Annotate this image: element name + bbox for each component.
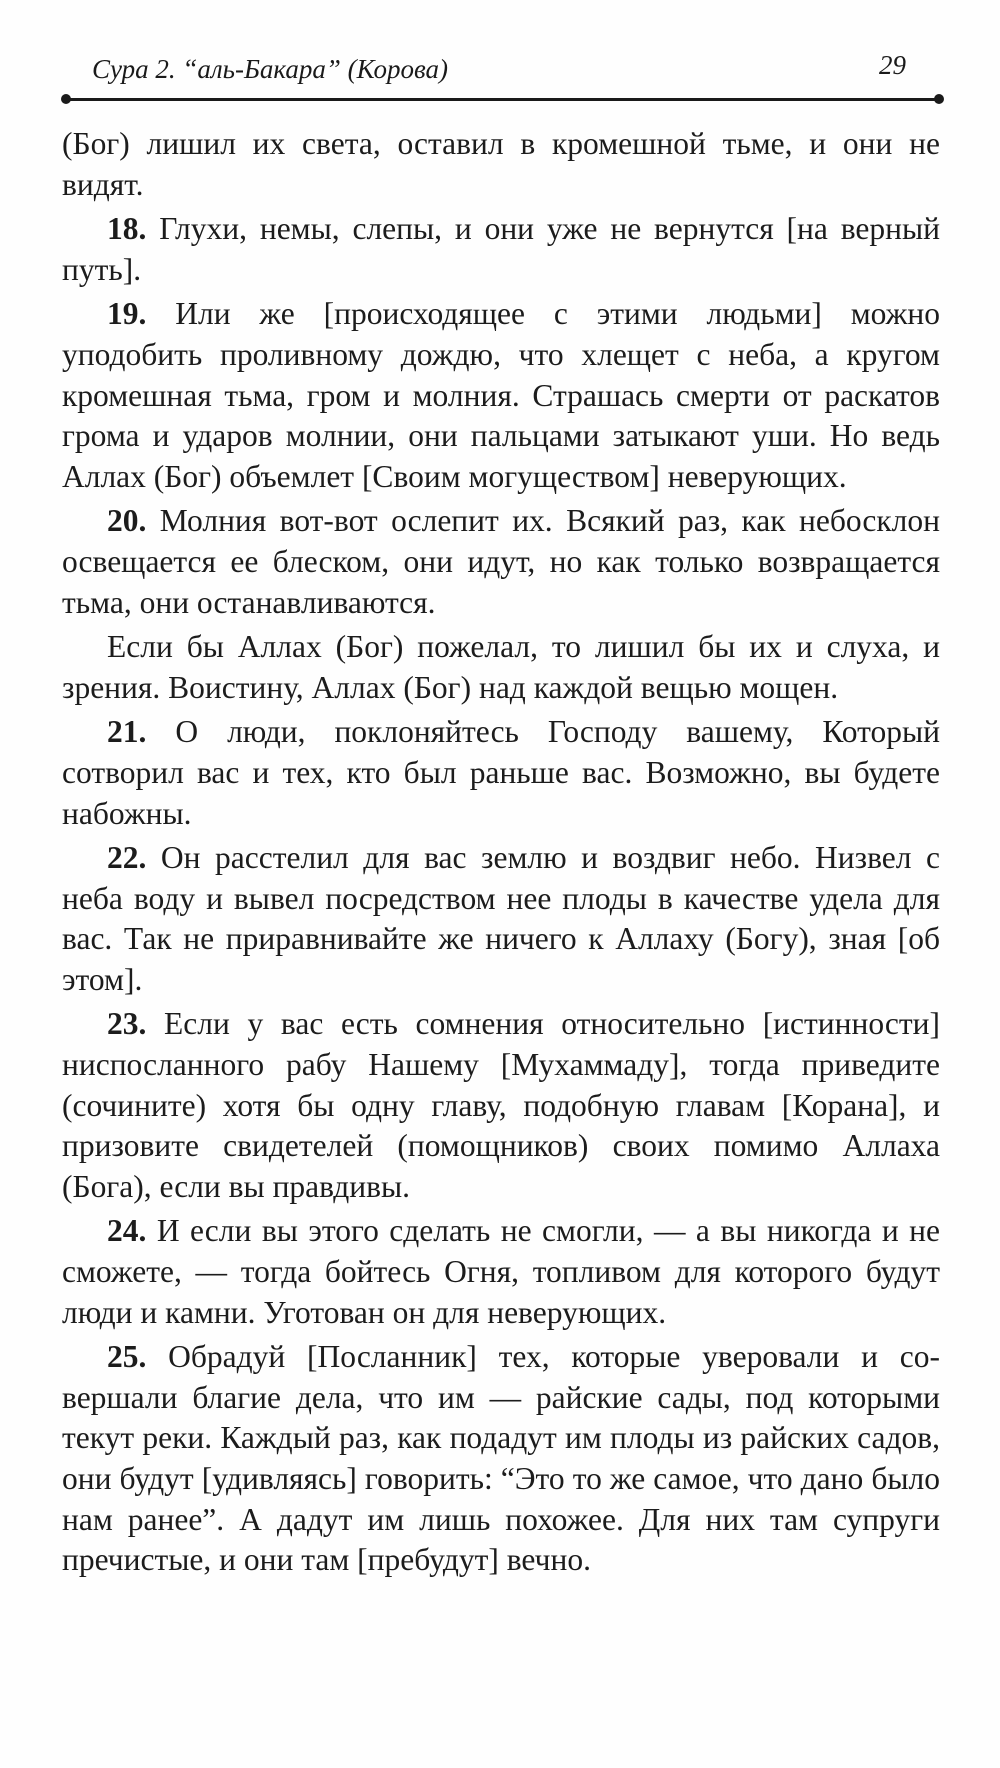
verse-text: И если вы этого сделать не смогли, — а вы никогда и не сможете, — тогда бойтесь Огня, топливом для которого будут люди и камни. Уготован он для неверующих. [62,1213,940,1330]
verse-number: 19. [107,296,147,332]
page-number: 29 [879,50,906,80]
verse-21 [62,712,940,834]
text-body [62,124,940,1585]
paragraph-text: Если бы Аллах (Бог) пожелал, то лишил бы их и слуха, и зрения. Воистину, Аллах (Бог) над каждой вещью мощен. [62,629,940,705]
running-title: Сура 2. “аль-Бакара” (Корова) [92,54,449,84]
paragraph-continuation [62,124,940,205]
verse-number: 22. [107,840,147,876]
header-rule-right-dot [934,94,944,104]
verse-text: О люди, поклоняйтесь Господу вашему, Который сотворил вас и тех, кто был раньше вас. Возможно, вы будете набожны. [62,714,940,831]
verse-text: Он расстелил для вас землю и воздвиг небо. Низвел с неба воду и вывел посредством нее плоды в качестве удела для вас. Так не приравнивайте же ничего к Аллаху (Богу), зная [об этом]. [62,840,940,997]
verse-text: Глухи, немы, слепы, и они уже не вернутся [на верный путь]. [62,211,940,287]
verse-22 [62,838,940,1000]
verse-23 [62,1004,940,1207]
verse-18 [62,209,940,290]
header-rule [66,98,938,101]
verse-text: Если у вас есть сомнения относительно [истинности] ниспосланного рабу Нашему [Мухаммаду], тогда приведите (сочините) хотя бы одну главу, подобную главам [Корана], и призовите свидетелей (помощников) своих помимо Аллаха (Бога), если вы правдивы. [62,1006,940,1204]
paragraph-text: (Бог) лишил их света, оставил в кромешной тьме, и они не видят. [62,126,940,202]
verse-number: 24. [107,1213,147,1249]
verse-text: Или же [происходящее с этими людьми] можно уподобить проливному дождю, что хлещет с неба, а кругом кромешная тьма, гром и молния. Страшась смерти от раскатов грома и ударов молнии, они пальцами затыкают уши. Но ведь Аллах (Бог) объемлет [Своим могуществом] неверующих. [62,296,940,494]
verse-text: Обрадуй [Посланник] тех, которые уверовали и совершали благие дела, что им — райские сады, под которыми текут реки. Каждый раз, как подадут им плоды из райских садов, они будут [удивляясь] говорить: “Это то же самое, что дано было нам ранее”. А дадут им лишь похожее. Для них там супруги пречистые, и они там [пребудут] вечно. [62,1339,940,1578]
verse-number: 18. [107,211,147,247]
verse-20 [62,501,940,623]
verse-25 [62,1337,940,1581]
verse-number: 23. [107,1006,147,1042]
running-head [62,50,942,100]
verse-19 [62,294,940,497]
verse-20-continuation [62,627,940,708]
verse-text: Молния вот-вот ослепит их. Всякий раз, как небосклон освещается ее блеском, они идут, но как только возвращается тьма, они останавливаются. [62,503,940,620]
verse-number: 20. [107,503,147,539]
verse-number: 21. [107,714,147,750]
verse-24 [62,1211,940,1333]
verse-number: 25. [107,1339,147,1375]
